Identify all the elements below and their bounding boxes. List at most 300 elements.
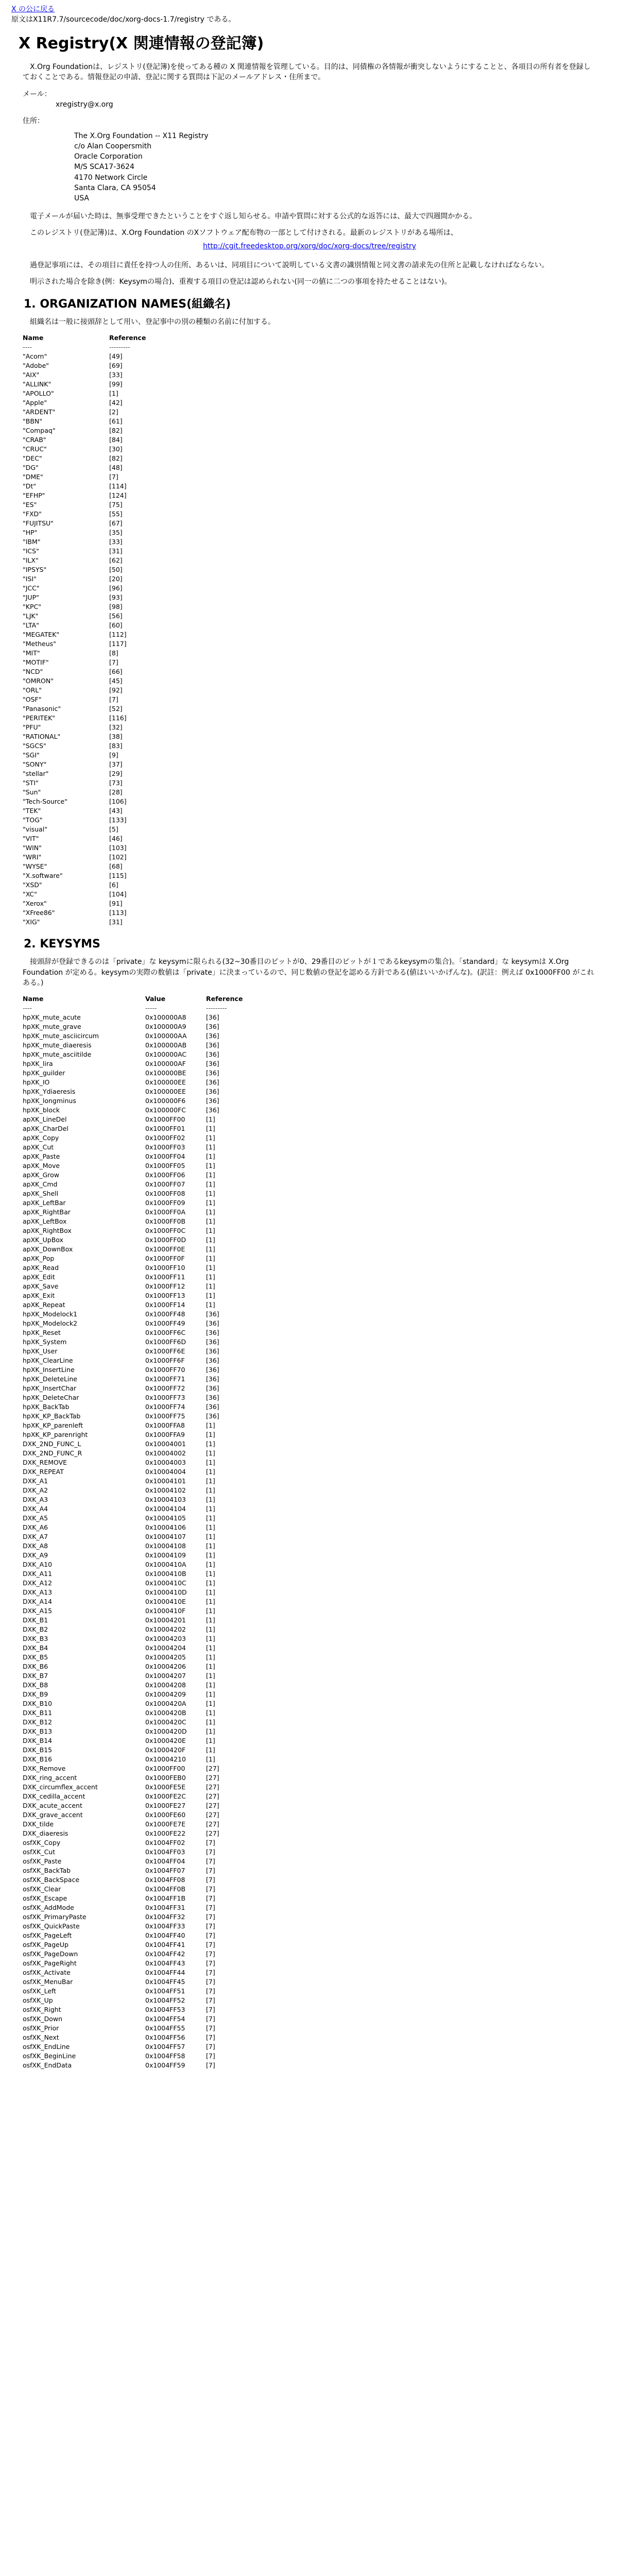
name-cell: "LTA": [23, 621, 39, 630]
value-cell: 0x10004209: [145, 1690, 186, 1699]
name-cell: hpXK_ClearLine: [23, 1357, 73, 1365]
table-row: [23, 1987, 252, 1996]
table-row: [23, 1430, 252, 1439]
reference-cell: [31]: [109, 547, 123, 555]
reference-cell: [36]: [206, 1069, 219, 1077]
table-row: [23, 639, 155, 649]
table-row: [23, 751, 155, 760]
name-cell: DXK_ring_accent: [23, 1774, 77, 1782]
table-row: [23, 621, 155, 630]
value-cell: 0x1000FF6C: [145, 1329, 186, 1337]
table-row: [23, 1171, 252, 1180]
name-cell: "HP": [23, 529, 38, 537]
reference-cell: [114]: [109, 482, 127, 490]
value-cell: 0x1000FF0B: [145, 1217, 186, 1226]
reference-cell: [6]: [109, 881, 118, 889]
name-cell: osfXK_Paste: [23, 1857, 62, 1866]
reference-cell: [1]: [206, 1115, 215, 1124]
name-cell: osfXK_Cut: [23, 1848, 56, 1856]
value-cell: 0x1004FF31: [145, 1904, 185, 1912]
intro-paragraph-1: X.Org Foundationは、レジストリ(登記簿)を使ってある種の X 関連情報を管理している。目的は、同債権の各情報が衝突しないようにすることと、各項目の所有者を登録しておくことである。情報登記の申請、登記に関する質問は下記のメールアドレス・住所まで。: [23, 63, 591, 82]
table-row: [23, 769, 155, 778]
table-row: [23, 834, 155, 843]
name-cell: "TEK": [23, 807, 41, 815]
value-cell: 0x1000FF0F: [145, 1255, 185, 1263]
reference-cell: [1]: [206, 1180, 215, 1189]
name-cell: apXK_Shell: [23, 1190, 59, 1198]
name-cell: "MOTIF": [23, 658, 49, 667]
name-cell: apXK_LeftBar: [23, 1199, 66, 1207]
keysyms-description: 接頭辞が登録できるのは「private」な keysymに限られる(32~30番目のビットが0、29番目のビットが１であるkeysymの集合)。「standard」な keysymは X.Org Foundation が定める。keysymの実際の数値は「private」に決まっているので、同じ数値の登記を認める方針である(値はいいかげんな)。(訳註：例えば 0x1000FF00 がこれある。): [23, 958, 594, 987]
value-cell: 0x1000FF08: [145, 1190, 185, 1198]
value-cell: 0x10004101: [145, 1477, 186, 1485]
address-line: Oracle Corporation: [74, 152, 143, 161]
reference-cell: [36]: [206, 1050, 219, 1059]
table-row: [23, 1922, 252, 1931]
reference-cell: [1]: [206, 1607, 215, 1615]
column-header-reference: Reference: [109, 334, 146, 342]
table-row: [23, 537, 155, 547]
name-cell: "VIT": [23, 835, 39, 843]
table-row: [23, 602, 155, 612]
name-cell: DXK_A13: [23, 1588, 53, 1597]
intro-paragraph-5: 明示された場合を除き(例：Keysymの場合)、重複する項目の登記は認められない(同一の値に二つの事項を持たせることはない)。: [30, 277, 452, 286]
table-row: [23, 500, 155, 510]
table-row: [23, 880, 155, 890]
reference-cell: [1]: [206, 1292, 215, 1300]
name-cell: osfXK_PageRight: [23, 1959, 77, 1968]
name-cell: DXK_A14: [23, 1598, 53, 1606]
table-row: [23, 1745, 252, 1755]
name-cell: DXK_REPEAT: [23, 1468, 64, 1476]
name-cell: apXK_Cmd: [23, 1180, 58, 1189]
name-cell: osfXK_Right: [23, 2006, 61, 2014]
value-cell: 0x1000FEB0: [145, 1774, 186, 1782]
reference-cell: [1]: [206, 1171, 215, 1179]
reference-cell: [115]: [109, 872, 127, 880]
name-cell: "IPSYS": [23, 566, 47, 574]
registry-url-link[interactable]: http://cgit.freedesktop.org/xorg/doc/xorg-docs/tree/registry: [203, 242, 416, 251]
table-row: [23, 1681, 252, 1690]
table-row: [23, 1504, 252, 1514]
reference-cell: [33]: [109, 538, 123, 546]
name-cell: DXK_B10: [23, 1700, 53, 1708]
name-cell: osfXK_EndLine: [23, 2043, 70, 2051]
reference-cell: [1]: [206, 1542, 215, 1550]
value-cell: 0x100000FC: [145, 1106, 186, 1114]
value-cell: 0x10004104: [145, 1505, 186, 1513]
value-cell: 0x1000FF12: [145, 1282, 185, 1291]
table-row: [23, 741, 155, 751]
value-cell: 0x1000FF00: [145, 1765, 185, 1773]
value-cell: 0x10004204: [145, 1644, 186, 1652]
reference-cell: [1]: [206, 1635, 215, 1643]
reference-cell: [36]: [206, 1375, 219, 1383]
table-row: [23, 1903, 252, 1912]
organization-names-heading: 1. ORGANIZATION NAMES(組織名): [24, 298, 231, 311]
name-cell: DXK_A3: [23, 1496, 48, 1504]
name-cell: osfXK_Left: [23, 1987, 57, 1995]
address-line: USA: [74, 194, 89, 203]
name-cell: "JCC": [23, 584, 40, 592]
table-row: [23, 1968, 252, 1977]
name-cell: "ICS": [23, 547, 39, 555]
value-cell: 0x100000EE: [145, 1078, 186, 1087]
name-cell: hpXK_Modelock1: [23, 1310, 78, 1318]
reference-cell: [124]: [109, 492, 127, 500]
name-cell: "FXD": [23, 510, 42, 518]
name-cell: "OSF": [23, 696, 42, 704]
table-row: [23, 686, 155, 695]
name-cell: "NCD": [23, 668, 43, 676]
value-cell: 0x1000FF0D: [145, 1236, 186, 1244]
table-row: [23, 1087, 252, 1096]
table-row: [23, 1829, 252, 1838]
table-row: [23, 1365, 252, 1375]
name-cell: "Tech-Source": [23, 798, 67, 806]
table-row: [23, 1606, 252, 1616]
table-row: [23, 2042, 252, 2052]
name-cell: DXK_A9: [23, 1551, 48, 1560]
table-row: [23, 1588, 252, 1597]
value-cell: 0x1000FF6F: [145, 1357, 185, 1365]
name-cell: osfXK_PageDown: [23, 1950, 78, 1958]
table-row: [23, 1764, 252, 1773]
column-header-name: Name: [23, 334, 44, 342]
value-cell: 0x1004FF58: [145, 2052, 185, 2060]
reference-cell: [7]: [206, 2061, 215, 2070]
reference-cell: [104]: [109, 890, 127, 899]
reference-cell: [102]: [109, 853, 127, 861]
name-cell: osfXK_Escape: [23, 1894, 67, 1903]
table-row: [23, 778, 155, 788]
value-cell: 0x1000FF6E: [145, 1347, 185, 1355]
table-row: [23, 1235, 252, 1245]
reference-cell: [20]: [109, 575, 123, 583]
table-row: [23, 797, 155, 806]
reference-cell: [27]: [206, 1792, 219, 1801]
reference-cell: [1]: [206, 1570, 215, 1578]
address-line: c/o Alan Coopersmith: [74, 142, 152, 150]
name-cell: DXK_acute_accent: [23, 1802, 82, 1810]
reference-cell: [7]: [206, 2006, 215, 2014]
reference-cell: [27]: [206, 1820, 219, 1828]
table-row: [23, 1820, 252, 1829]
table-row: [23, 825, 155, 834]
name-cell: DXK_A15: [23, 1607, 53, 1615]
value-cell: 0x1000420B: [145, 1709, 186, 1717]
address-line: 4170 Network Circle: [74, 173, 148, 182]
value-cell: 0x1004FF41: [145, 1941, 185, 1949]
value-cell: 0x1004FF51: [145, 1987, 185, 1995]
name-cell: hpXK_guilder: [23, 1069, 65, 1077]
reference-cell: [7]: [206, 2043, 215, 2051]
name-cell: "KPC": [23, 603, 41, 611]
keysyms-table: [23, 994, 252, 2070]
reference-cell: [1]: [206, 1227, 215, 1235]
value-cell: 0x1000420E: [145, 1737, 186, 1745]
name-cell: osfXK_BeginLine: [23, 2052, 76, 2060]
name-cell: DXK_B13: [23, 1727, 53, 1736]
reference-cell: [93]: [109, 594, 123, 602]
name-cell: apXK_Copy: [23, 1134, 59, 1142]
value-cell: 0x10004202: [145, 1625, 186, 1634]
reference-cell: [7]: [206, 1931, 215, 1940]
reference-cell: [46]: [109, 835, 123, 843]
table-row: [23, 1069, 252, 1078]
name-cell: "WIN": [23, 844, 42, 852]
name-cell: apXK_Read: [23, 1264, 59, 1272]
value-cell: 0x1000FF49: [145, 1319, 185, 1328]
name-cell: "WYSE": [23, 862, 47, 871]
top-nav: [11, 4, 607, 14]
value-cell: 0x10004103: [145, 1496, 186, 1504]
value-cell: 0x1004FF53: [145, 2006, 185, 2014]
reference-cell: [1]: [206, 1681, 215, 1689]
table-row: [23, 1894, 252, 1903]
reference-cell: [1]: [206, 1301, 215, 1309]
intro-paragraph-4: 過登記事項には、その項目に責任を持つ人の住所、あるいは、同項目について説明している文書の識別情報と同文書の請求先の住所と記載しなければならない。: [30, 261, 549, 269]
value-cell: 0x1000FF14: [145, 1301, 185, 1309]
table-row: [23, 1402, 252, 1412]
reference-cell: [1]: [206, 1746, 215, 1754]
name-cell: hpXK_mute_grave: [23, 1023, 81, 1031]
name-cell: "SONY": [23, 760, 47, 769]
table-row: [23, 1727, 252, 1736]
table-row: [23, 482, 155, 491]
name-cell: apXK_RightBox: [23, 1227, 72, 1235]
separator-cell: ---------: [206, 1004, 227, 1012]
value-cell: 0x1004FF44: [145, 1969, 185, 1977]
table-row: [23, 1931, 252, 1940]
name-cell: "EFHP": [23, 492, 45, 500]
table-row: [23, 871, 155, 880]
table-row: [23, 2052, 252, 2061]
back-link[interactable]: X の公に戻る: [11, 5, 55, 13]
name-cell: osfXK_BackSpace: [23, 1876, 80, 1884]
value-cell: 0x1000FF11: [145, 1273, 185, 1281]
table-row: [23, 630, 155, 639]
reference-cell: [27]: [206, 1774, 219, 1782]
table-row: [23, 1579, 252, 1588]
table-row: [23, 908, 155, 918]
reference-cell: [1]: [206, 1282, 215, 1291]
value-cell: 0x1004FF55: [145, 2024, 185, 2032]
organization-names-table: [23, 333, 155, 927]
table-row: [23, 714, 155, 723]
table-row: [23, 1848, 252, 1857]
name-cell: apXK_Save: [23, 1282, 59, 1291]
table-row: [23, 1291, 252, 1300]
value-cell: 0x1000410C: [145, 1579, 186, 1587]
value-cell: 0x1004FF52: [145, 1996, 185, 2005]
reference-cell: [92]: [109, 686, 123, 694]
value-cell: 0x1004FF1B: [145, 1894, 186, 1903]
name-cell: hpXK_Ydiaeresis: [23, 1088, 76, 1096]
name-cell: "XFree86": [23, 909, 55, 917]
name-cell: apXK_CharDel: [23, 1125, 68, 1133]
reference-cell: [1]: [206, 1690, 215, 1699]
reference-cell: [1]: [206, 1561, 215, 1569]
intro-paragraph-2: 電子メールが届いた時は、無事受理できたということをすぐ返し知らせる。申請や質問に対する公式的な返答には、最大で四週間かかる。: [30, 212, 477, 221]
reference-cell: [61]: [109, 417, 123, 426]
reference-cell: [1]: [206, 1236, 215, 1244]
table-row: [23, 1133, 252, 1143]
table-row: [23, 2061, 252, 2070]
name-cell: DXK_circumflex_accent: [23, 1783, 98, 1791]
table-row: [23, 1653, 252, 1662]
value-cell: 0x10004210: [145, 1755, 186, 1764]
reference-cell: [1]: [206, 1143, 215, 1151]
value-cell: 0x1000FF07: [145, 1180, 185, 1189]
table-row: [23, 1152, 252, 1161]
table-row: [23, 1597, 252, 1606]
mail-label: メール：: [23, 90, 52, 98]
value-cell: 0x10004003: [145, 1459, 186, 1467]
name-cell: apXK_Grow: [23, 1171, 60, 1179]
reference-cell: [1]: [206, 1514, 215, 1522]
keysyms-section: [23, 957, 596, 988]
value-cell: 0x1004FF42: [145, 1950, 185, 1958]
name-cell: "Metheus": [23, 640, 56, 648]
name-cell: DXK_REMOVE: [23, 1459, 67, 1467]
reference-cell: [1]: [206, 1449, 215, 1458]
name-cell: osfXK_QuickPaste: [23, 1922, 80, 1930]
name-cell: "PFU": [23, 723, 41, 732]
reference-cell: [1]: [206, 1625, 215, 1634]
value-cell: 0x1000FF74: [145, 1403, 185, 1411]
name-cell: "DEC": [23, 454, 42, 463]
table-row: [23, 1013, 252, 1022]
reference-cell: [1]: [206, 1217, 215, 1226]
name-cell: "ALLINK": [23, 380, 52, 388]
value-cell: 0x1000FF05: [145, 1162, 185, 1170]
reference-cell: [1]: [206, 1737, 215, 1745]
organization-names-section: [23, 317, 596, 327]
value-cell: 0x1000FF10: [145, 1264, 185, 1272]
table-row: [23, 361, 155, 370]
reference-cell: [33]: [109, 371, 123, 379]
reference-cell: [1]: [206, 1468, 215, 1476]
table-row: [23, 2033, 252, 2042]
value-cell: 0x100000EE: [145, 1088, 186, 1096]
reference-cell: [1]: [206, 1245, 215, 1253]
reference-cell: [36]: [206, 1106, 219, 1114]
value-cell: 0x1000410D: [145, 1588, 187, 1597]
name-cell: osfXK_Next: [23, 2033, 59, 2042]
value-cell: 0x1000FE60: [145, 1811, 186, 1819]
value-cell: 0x1000FF73: [145, 1394, 185, 1402]
name-cell: "ORL": [23, 686, 42, 694]
table-row: [23, 1885, 252, 1894]
reference-cell: [66]: [109, 668, 123, 676]
reference-cell: [1]: [206, 1208, 215, 1216]
name-cell: osfXK_Clear: [23, 1885, 61, 1893]
name-cell: osfXK_EndData: [23, 2061, 72, 2070]
value-cell: 0x1000410A: [145, 1561, 186, 1569]
value-cell: 0x10004201: [145, 1616, 186, 1624]
name-cell: DXK_A8: [23, 1542, 48, 1550]
reference-cell: [36]: [206, 1023, 219, 1031]
table-row: [23, 1096, 252, 1106]
value-cell: 0x1004FF57: [145, 2043, 185, 2051]
table-row: [23, 519, 155, 528]
value-cell: 0x10004107: [145, 1533, 186, 1541]
table-separator-row: [23, 1004, 252, 1013]
name-cell: hpXK_lira: [23, 1060, 53, 1068]
name-cell: osfXK_AddMode: [23, 1904, 74, 1912]
reference-cell: [91]: [109, 900, 123, 908]
value-cell: 0x10004106: [145, 1523, 186, 1532]
separator-cell: ----: [23, 343, 32, 351]
table-row: [23, 1059, 252, 1069]
reference-cell: [32]: [109, 723, 123, 732]
reference-cell: [1]: [206, 1162, 215, 1170]
name-cell: apXK_LineDel: [23, 1115, 67, 1124]
reference-cell: [1]: [206, 1700, 215, 1708]
reference-cell: [1]: [206, 1255, 215, 1263]
name-cell: DXK_B2: [23, 1625, 48, 1634]
name-cell: "RATIONAL": [23, 733, 61, 741]
name-cell: DXK_B15: [23, 1746, 53, 1754]
name-cell: "CRAB": [23, 436, 46, 444]
name-cell: DXK_B1: [23, 1616, 48, 1624]
name-cell: "stellar": [23, 770, 49, 778]
table-row: [23, 389, 155, 398]
name-cell: DXK_B3: [23, 1635, 48, 1643]
table-row: [23, 1560, 252, 1569]
value-cell: 0x10004105: [145, 1514, 186, 1522]
keysyms-heading: 2. KEYSYMS: [24, 938, 100, 951]
value-cell: 0x10004205: [145, 1653, 186, 1662]
table-row: [23, 491, 155, 500]
name-cell: hpXK_InsertChar: [23, 1384, 77, 1393]
table-row: [23, 1977, 252, 1987]
name-cell: apXK_Repeat: [23, 1301, 65, 1309]
value-cell: 0x10004208: [145, 1681, 186, 1689]
reference-cell: [28]: [109, 788, 123, 796]
reference-cell: [113]: [109, 909, 127, 917]
value-cell: 0x100000BE: [145, 1069, 186, 1077]
reference-cell: [1]: [206, 1579, 215, 1587]
value-cell: 0x1000FF06: [145, 1171, 185, 1179]
table-row: [23, 1412, 252, 1421]
reference-cell: [1]: [206, 1672, 215, 1680]
name-cell: "XIG": [23, 918, 40, 926]
name-cell: "TOG": [23, 816, 43, 824]
name-cell: "ISI": [23, 575, 37, 583]
table-row: [23, 1180, 252, 1189]
reference-cell: [42]: [109, 399, 123, 407]
table-row: [23, 1690, 252, 1699]
name-cell: osfXK_Up: [23, 1996, 53, 2005]
name-cell: DXK_cedilla_accent: [23, 1792, 85, 1801]
value-cell: 0x1004FF0B: [145, 1885, 186, 1893]
table-row: [23, 1671, 252, 1681]
value-cell: 0x100000A8: [145, 1013, 186, 1022]
reference-cell: [103]: [109, 844, 127, 852]
reference-cell: [36]: [206, 1347, 219, 1355]
table-row: [23, 1495, 252, 1504]
column-header-reference: Reference: [206, 995, 243, 1003]
table-row: [23, 1384, 252, 1393]
table-row: [23, 1328, 252, 1337]
value-cell: 0x1000410F: [145, 1607, 186, 1615]
table-row: [23, 862, 155, 871]
name-cell: apXK_LeftBox: [23, 1217, 67, 1226]
name-cell: "visual": [23, 825, 47, 834]
table-row: [23, 1263, 252, 1273]
